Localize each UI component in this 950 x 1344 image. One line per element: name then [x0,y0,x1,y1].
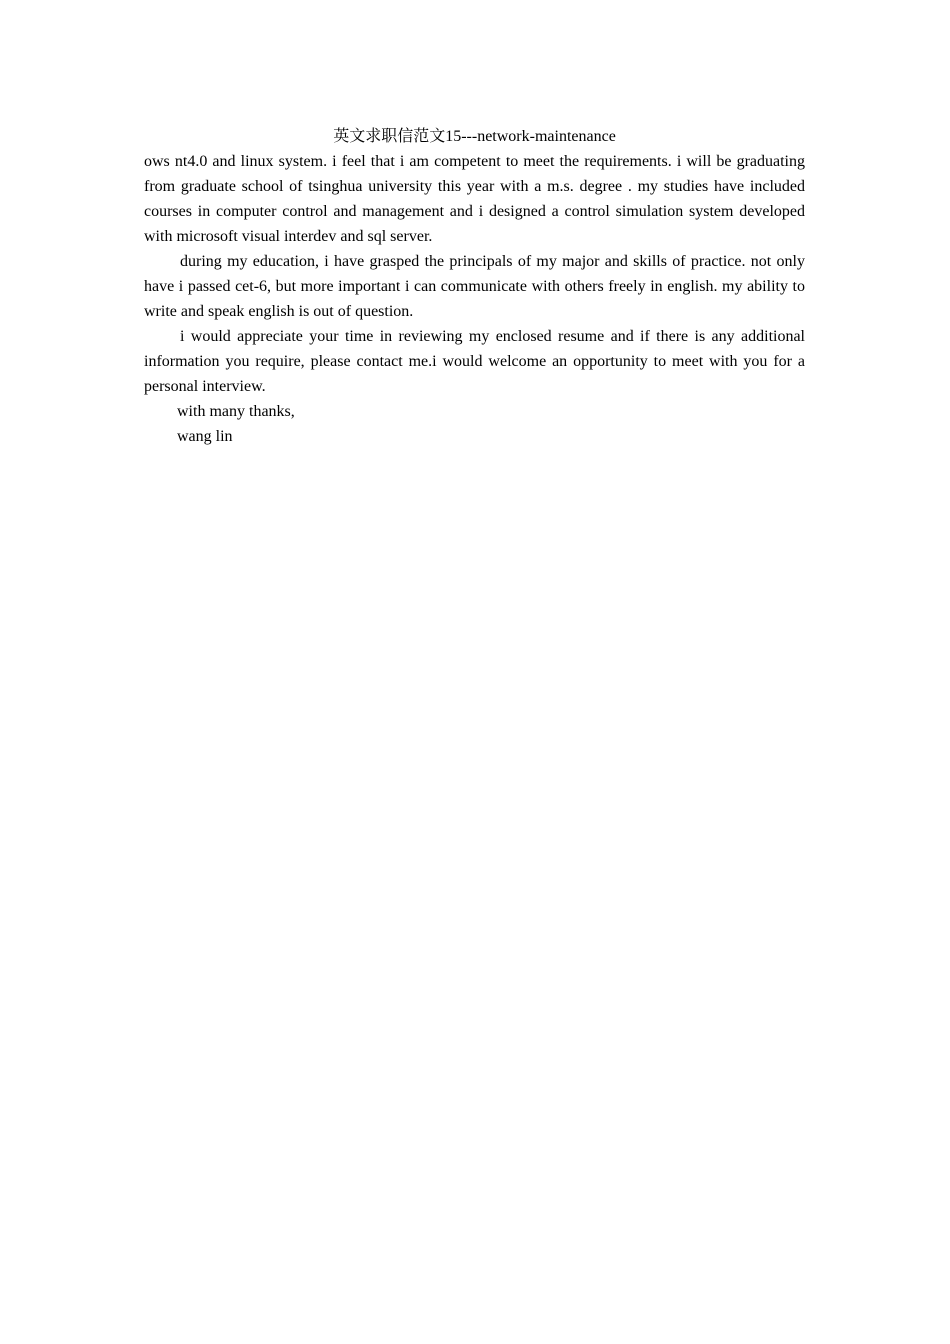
document-title: 英文求职信范文15---network-maintenance [333,128,616,145]
closing-line: with many thanks, [177,403,295,420]
signature: wang lin [177,428,233,445]
document-body [144,124,805,449]
paragraph-1: ows nt4.0 and linux system. i feel that i am competent to meet the requirements. i will be graduating from graduate school of tsinghua university this year with a m.s. degree . my studies have included courses in computer control and management and i designed a control simulation system developed with microsoft visual interdev and sql server. [144,153,805,245]
paragraph-2: during my education, i have grasped the principals of my major and skills of practice. not only have i passed cet-6, but more important i can communicate with others freely in english. my ability to write and speak english is out of question. [144,253,805,320]
paragraph-3: i would appreciate your time in reviewing my enclosed resume and if there is any additional information you require, please contact me.i would welcome an opportunity to meet with you for a personal interview. [144,328,805,395]
